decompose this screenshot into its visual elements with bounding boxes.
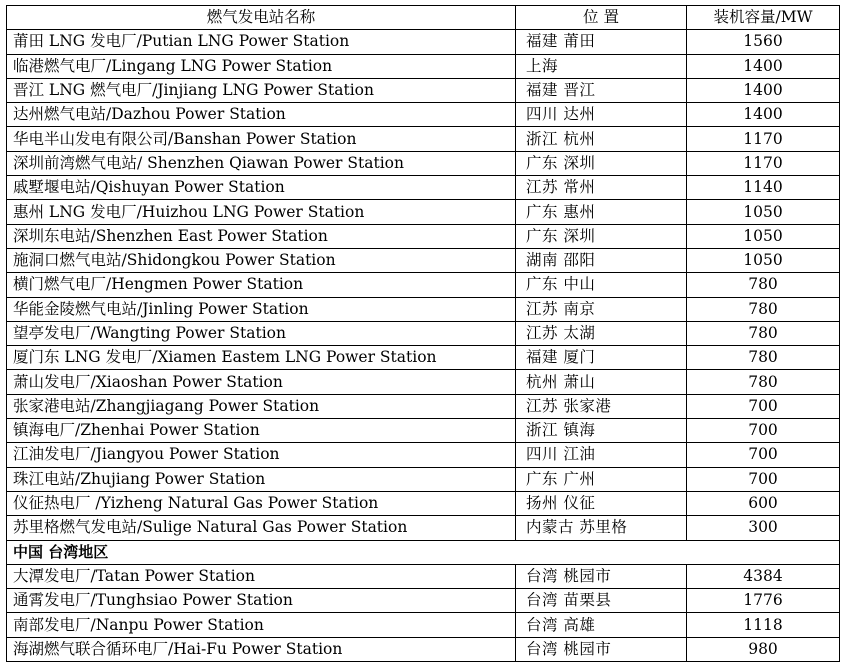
table-row: [7, 443, 840, 467]
table-row: [7, 419, 840, 443]
location-cell: 内蒙古 苏里格: [516, 516, 687, 540]
table-row: [7, 151, 840, 175]
capacity-cell: 1170: [687, 151, 840, 175]
location-cell: 台湾 桃园市: [516, 564, 687, 588]
header-location: 位 置: [516, 6, 687, 30]
capacity-cell: 1400: [687, 103, 840, 127]
location-cell: 湖南 邵阳: [516, 248, 687, 272]
station-name-cell: 莆田 LNG 发电厂/Putian LNG Power Station: [7, 30, 516, 54]
location-cell: 广东 惠州: [516, 200, 687, 224]
table-row: [7, 297, 840, 321]
station-name-cell: 张家港电站/Zhangjiagang Power Station: [7, 394, 516, 418]
station-name-cell: 通霄发电厂/Tunghsiao Power Station: [7, 589, 516, 613]
table-row: [7, 637, 840, 661]
station-name-cell: 海湖燃气联合循环电厂/Hai-Fu Power Station: [7, 637, 516, 661]
location-cell: 台湾 苗栗县: [516, 589, 687, 613]
location-cell: 江苏 南京: [516, 297, 687, 321]
table-row: [7, 30, 840, 54]
capacity-cell: 980: [687, 637, 840, 661]
capacity-cell: 700: [687, 419, 840, 443]
table-row: [7, 589, 840, 613]
location-cell: 福建 厦门: [516, 346, 687, 370]
table-row: [7, 127, 840, 151]
location-cell: 扬州 仪征: [516, 491, 687, 515]
station-name-cell: 萧山发电厂/Xiaoshan Power Station: [7, 370, 516, 394]
station-name-cell: 仪征热电厂 /Yizheng Natural Gas Power Station: [7, 491, 516, 515]
section-label: 中国 台湾地区: [7, 540, 840, 564]
header-station-name: 燃气发电站名称: [7, 6, 516, 30]
station-name-cell: 晋江 LNG 燃气电厂/Jinjiang LNG Power Station: [7, 78, 516, 102]
capacity-cell: 700: [687, 394, 840, 418]
location-cell: 台湾 高雄: [516, 613, 687, 637]
capacity-cell: 780: [687, 321, 840, 345]
location-cell: 江苏 张家港: [516, 394, 687, 418]
capacity-cell: 1050: [687, 200, 840, 224]
capacity-cell: 600: [687, 491, 840, 515]
location-cell: 浙江 镇海: [516, 419, 687, 443]
table-row: [7, 200, 840, 224]
location-cell: 上海: [516, 54, 687, 78]
power-station-table-sheet: [6, 5, 839, 662]
location-cell: 福建 晋江: [516, 78, 687, 102]
station-name-cell: 达州燃气电站/Dazhou Power Station: [7, 103, 516, 127]
table-row: [7, 273, 840, 297]
capacity-cell: 4384: [687, 564, 840, 588]
location-cell: 杭州 萧山: [516, 370, 687, 394]
location-cell: 广东 广州: [516, 467, 687, 491]
header-capacity: 装机容量/MW: [687, 6, 840, 30]
mainland-rows: [7, 30, 840, 540]
location-cell: 广东 中山: [516, 273, 687, 297]
capacity-cell: 1140: [687, 176, 840, 200]
station-name-cell: 深圳东电站/Shenzhen East Power Station: [7, 224, 516, 248]
station-name-cell: 厦门东 LNG 发电厂/Xiamen Eastem LNG Power Station: [7, 346, 516, 370]
power-station-table: [6, 5, 840, 662]
table-row: [7, 370, 840, 394]
capacity-cell: 780: [687, 297, 840, 321]
capacity-cell: 1170: [687, 127, 840, 151]
table-row: [7, 564, 840, 588]
station-name-cell: 珠江电站/Zhujiang Power Station: [7, 467, 516, 491]
capacity-cell: 1400: [687, 78, 840, 102]
location-cell: 台湾 桃园市: [516, 637, 687, 661]
capacity-cell: 700: [687, 467, 840, 491]
capacity-cell: 300: [687, 516, 840, 540]
station-name-cell: 大潭发电厂/Tatan Power Station: [7, 564, 516, 588]
station-name-cell: 华电半山发电有限公司/Banshan Power Station: [7, 127, 516, 151]
location-cell: 四川 达州: [516, 103, 687, 127]
station-name-cell: 南部发电厂/Nanpu Power Station: [7, 613, 516, 637]
capacity-cell: 1776: [687, 589, 840, 613]
table-row: [7, 176, 840, 200]
location-cell: 江苏 太湖: [516, 321, 687, 345]
station-name-cell: 华能金陵燃气电站/Jinling Power Station: [7, 297, 516, 321]
capacity-cell: 780: [687, 370, 840, 394]
location-cell: 广东 深圳: [516, 224, 687, 248]
table-header-row: [7, 6, 840, 30]
capacity-cell: 780: [687, 346, 840, 370]
capacity-cell: 1050: [687, 224, 840, 248]
capacity-cell: 1118: [687, 613, 840, 637]
table-row: [7, 224, 840, 248]
location-cell: 广东 深圳: [516, 151, 687, 175]
taiwan-rows: [7, 564, 840, 661]
table-row: [7, 103, 840, 127]
table-row: [7, 78, 840, 102]
location-cell: 四川 江油: [516, 443, 687, 467]
table-row: [7, 613, 840, 637]
section-row: [7, 540, 840, 564]
location-cell: 浙江 杭州: [516, 127, 687, 151]
capacity-cell: 780: [687, 273, 840, 297]
station-name-cell: 惠州 LNG 发电厂/Huizhou LNG Power Station: [7, 200, 516, 224]
table-row: [7, 394, 840, 418]
taiwan-section: [7, 540, 840, 564]
station-name-cell: 镇海电厂/Zhenhai Power Station: [7, 419, 516, 443]
capacity-cell: 1400: [687, 54, 840, 78]
location-cell: 江苏 常州: [516, 176, 687, 200]
station-name-cell: 江油发电厂/Jiangyou Power Station: [7, 443, 516, 467]
capacity-cell: 1560: [687, 30, 840, 54]
station-name-cell: 望亭发电厂/Wangting Power Station: [7, 321, 516, 345]
station-name-cell: 施洞口燃气电站/Shidongkou Power Station: [7, 248, 516, 272]
table-row: [7, 346, 840, 370]
table-row: [7, 467, 840, 491]
table-row: [7, 491, 840, 515]
station-name-cell: 戚墅堰电站/Qishuyan Power Station: [7, 176, 516, 200]
table-row: [7, 248, 840, 272]
capacity-cell: 700: [687, 443, 840, 467]
table-row: [7, 321, 840, 345]
location-cell: 福建 莆田: [516, 30, 687, 54]
table-row: [7, 54, 840, 78]
station-name-cell: 苏里格燃气发电站/Sulige Natural Gas Power Station: [7, 516, 516, 540]
station-name-cell: 临港燃气电厂/Lingang LNG Power Station: [7, 54, 516, 78]
station-name-cell: 横门燃气电厂/Hengmen Power Station: [7, 273, 516, 297]
station-name-cell: 深圳前湾燃气电站/ Shenzhen Qiawan Power Station: [7, 151, 516, 175]
capacity-cell: 1050: [687, 248, 840, 272]
table-row: [7, 516, 840, 540]
